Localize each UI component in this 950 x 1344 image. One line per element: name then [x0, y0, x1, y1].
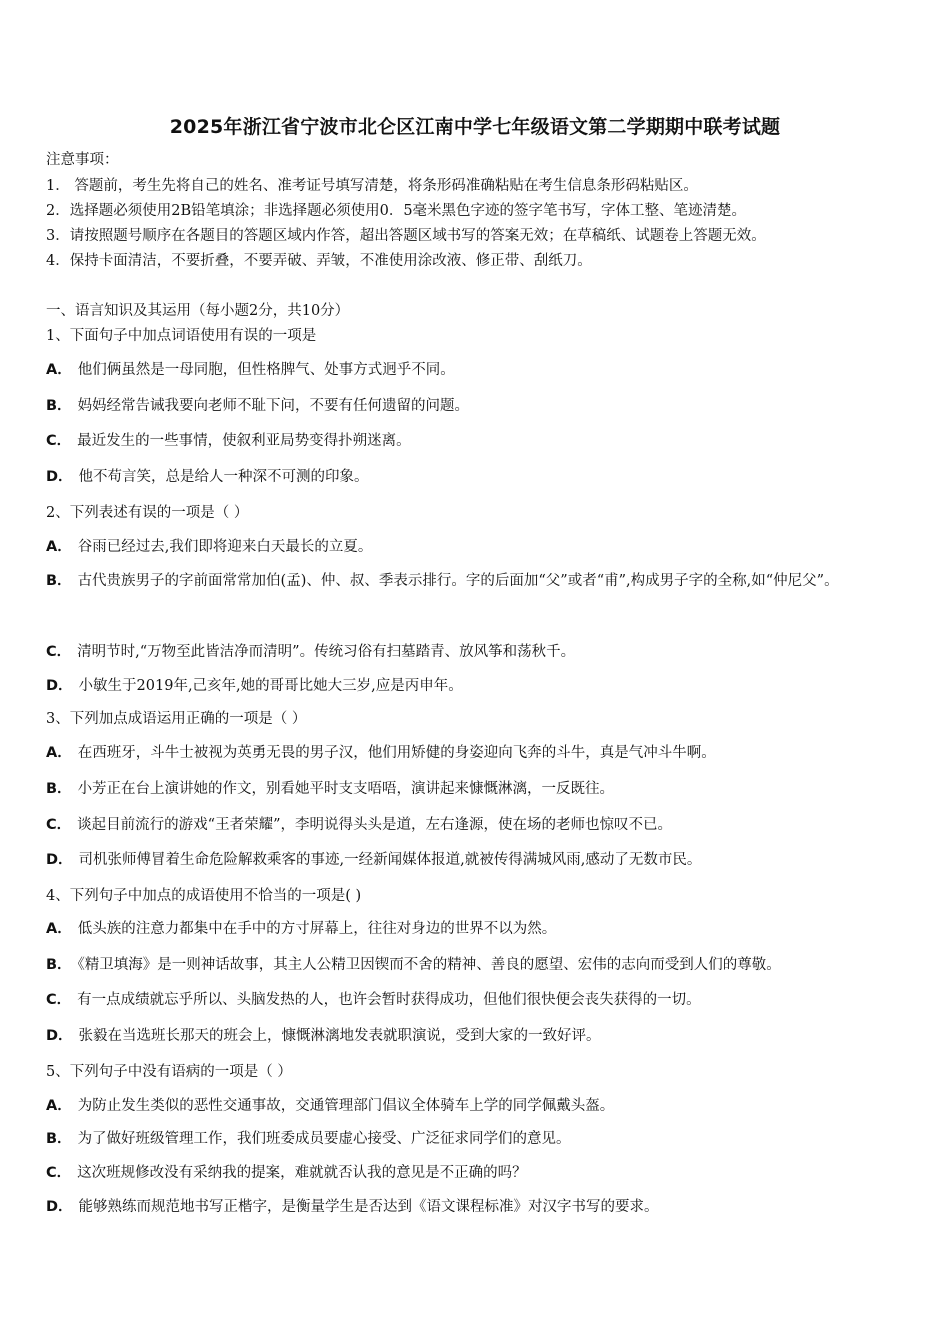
option-letter: D． — [46, 469, 73, 485]
option-text: 《精卫填海》是一则神话故事，其主人公精卫因锲而不舍的精神、善良的愿望、宏伟的志向而受到人们的尊敬。 — [77, 957, 781, 973]
option-text: 能够熟练而规范地书写正楷字，是衡量学生是否达到《语文课程标准》对汉字书写的要求。 — [78, 1199, 659, 1215]
question-stem: 1、下面句子中加点词语使用有误的一项是 — [46, 328, 317, 344]
option-text: 在西班牙，斗牛士被视为英勇无畏的男子汉，他们用矫健的身姿迎向飞奔的斗牛，真是气冲斗牛啊。 — [77, 745, 716, 761]
option-text: 张毅在当选班长那天的班会上，慷慨淋漓地发表就职演说，受到大家的一致好评。 — [78, 1028, 601, 1044]
option-letter: A． — [46, 1098, 72, 1114]
question-stem: 5、下列句子中没有语病的一项是（ ） — [46, 1064, 292, 1080]
question-stem: 3、下列加点成语运用正确的一项是（ ） — [46, 711, 307, 727]
option-text: 为了做好班级管理工作，我们班委成员要虚心接受、广泛征求同学们的意见。 — [77, 1131, 571, 1147]
option-row — [46, 779, 614, 799]
option-letter: B． — [46, 957, 72, 973]
option-letter: A． — [46, 539, 72, 555]
option-letter: D． — [46, 678, 73, 694]
question-stem: 2、下列表述有误的一项是（ ） — [46, 505, 249, 521]
option-text: 他们俩虽然是一母同胞，但性格脾气、处事方式迥乎不同。 — [77, 362, 455, 378]
option-letter: D． — [46, 1199, 73, 1215]
notice-item: 1． 答题前，考生先将自己的姓名、准考证号填写清楚，将条形码准确粘贴在考生信息条形码粘贴区。 — [46, 178, 698, 194]
option-text: 司机张师傅冒着生命危险解救乘客的事迹,一经新闻媒体报道,就被传得满城风雨,感动了无数市民。 — [78, 852, 702, 868]
option-text: 为防止发生类似的恶性交通事故，交通管理部门倡议全体骑车上学的同学佩戴头盔。 — [77, 1098, 615, 1114]
option-text: 古代贵族男子的字前面常常加伯(孟)、仲、叔、季表示排行。字的后面加“父”或者“甫”,构成男子字的全称,如“仲尼父”。 — [77, 573, 839, 589]
option-letter: B． — [46, 1131, 72, 1147]
option-row — [46, 360, 455, 380]
option-text: 这次班规修改没有采纳我的提案，难就就否认我的意见是不正确的吗？ — [77, 1165, 527, 1181]
option-text: 清明节时,“万物至此皆洁净而清明”。传统习俗有扫墓踏青、放风筝和荡秋千。 — [77, 644, 576, 660]
option-letter: C． — [46, 644, 72, 660]
option-row — [46, 431, 411, 451]
option-row — [46, 955, 781, 975]
notice-item: 2．选择题必须使用2B铅笔填涂；非选择题必须使用0．5毫米黑色字迹的签字笔书写，字体工整、笔迹清楚。 — [46, 203, 747, 219]
option-text: 有一点成绩就忘乎所以、头脑发热的人，也许会暂时获得成功，但他们很快便会丧失获得的一切。 — [77, 992, 701, 1008]
option-text: 谷雨已经过去,我们即将迎来白天最长的立夏。 — [77, 539, 373, 555]
option-row — [46, 1197, 659, 1217]
option-row — [46, 815, 672, 835]
option-row — [46, 990, 701, 1010]
option-letter: B． — [46, 398, 72, 414]
option-row — [46, 850, 701, 870]
option-letter: D． — [46, 852, 73, 868]
option-row — [46, 1026, 601, 1046]
option-row — [46, 1129, 571, 1149]
notice-item: 4．保持卡面清洁，不要折叠，不要弄破、弄皱，不准使用涂改液、修正带、刮纸刀。 — [46, 253, 592, 269]
option-row — [46, 564, 911, 598]
question-stem: 4、下列句子中加点的成语使用不恰当的一项是( ) — [46, 888, 362, 904]
option-letter: A． — [46, 745, 72, 761]
option-text: 低头族的注意力都集中在手中的方寸屏幕上，往往对身边的世界不以为然。 — [77, 921, 557, 937]
page-title: 2025年浙江省宁波市北仑区江南中学七年级语文第二学期期中联考试题 — [169, 116, 781, 138]
option-row — [46, 642, 575, 662]
option-row — [46, 676, 463, 696]
option-letter: C． — [46, 1165, 72, 1181]
option-letter: C． — [46, 817, 72, 833]
option-row — [46, 1096, 614, 1116]
option-text: 他不苟言笑，总是给人一种深不可测的印象。 — [78, 469, 369, 485]
option-row — [46, 919, 556, 939]
option-text: 小芳正在台上演讲她的作文，别看她平时支支唔唔，演讲起来慷慨淋漓，一反既往。 — [77, 781, 615, 797]
option-row — [46, 467, 369, 487]
option-text: 最近发生的一些事情，使叙利亚局势变得扑朔迷离。 — [77, 433, 411, 449]
notice-heading: 注意事项： — [46, 152, 119, 168]
option-letter: A． — [46, 921, 72, 937]
option-letter: D． — [46, 1028, 73, 1044]
section-heading: 一、语言知识及其运用（每小题2分，共10分） — [46, 303, 350, 319]
option-row — [46, 537, 372, 557]
option-letter: B． — [46, 781, 72, 797]
option-row — [46, 1163, 527, 1183]
notice-item: 3．请按照题号顺序在各题目的答题区域内作答，超出答题区域书写的答案无效；在草稿纸、试题卷上答题无效。 — [46, 228, 766, 244]
option-row — [46, 396, 469, 416]
option-text: 谈起目前流行的游戏“王者荣耀”，李明说得头头是道，左右逢源，使在场的老师也惊叹不已。 — [77, 817, 672, 833]
option-text: 妈妈经常告诫我要向老师不耻下问，不要有任何遗留的问题。 — [77, 398, 470, 414]
option-letter: C． — [46, 992, 72, 1008]
option-letter: C． — [46, 433, 72, 449]
option-letter: B． — [46, 573, 72, 589]
option-text: 小敏生于2019年,己亥年,她的哥哥比她大三岁,应是丙申年。 — [78, 678, 463, 694]
option-letter: A． — [46, 362, 72, 378]
option-row — [46, 743, 716, 763]
